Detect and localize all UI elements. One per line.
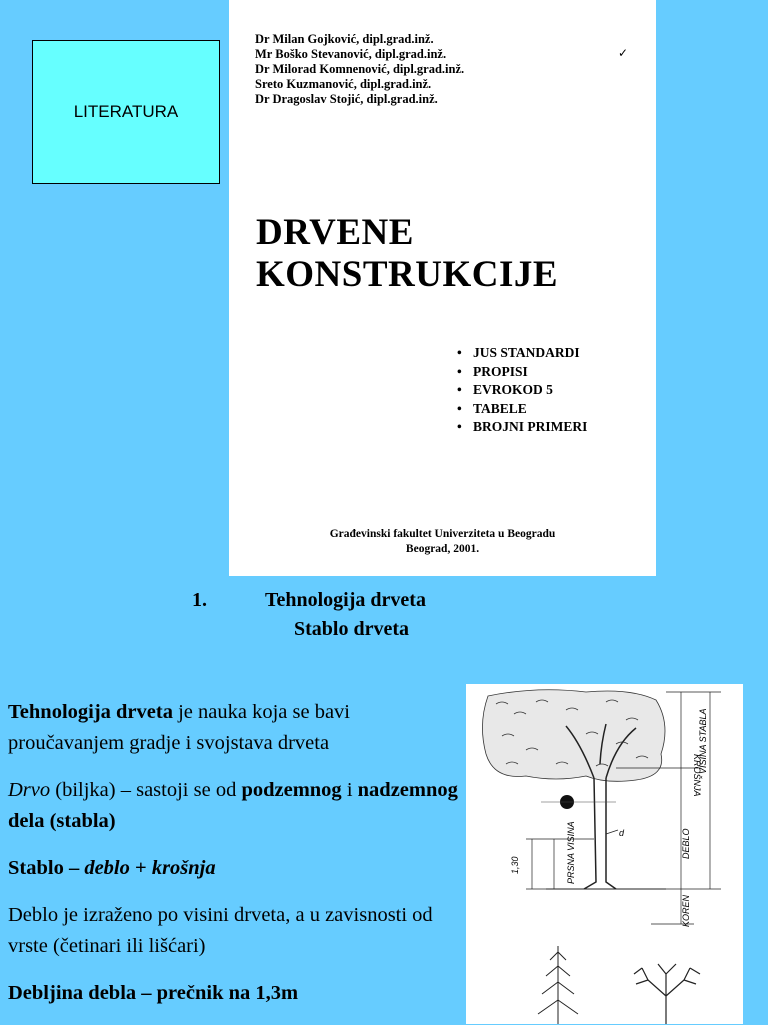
author-line: Mr Boško Stevanović, dipl.grad.inž.	[255, 47, 447, 61]
term-deblo: deblo	[84, 857, 130, 879]
publisher-line1: Građevinski fakultet Univerziteta u Beogradu	[329, 528, 556, 540]
section-subtitle: Stablo drveta	[294, 618, 409, 640]
literature-label-box	[32, 40, 220, 184]
paragraph-stablo	[8, 853, 458, 884]
book-title-line2: KONSTRUKCIJE	[256, 254, 559, 295]
paragraph-drvo	[8, 775, 458, 837]
term-stablo	[8, 857, 216, 879]
label-visina-stabla: VISINA STABLA	[698, 708, 708, 774]
book-contents-list	[457, 344, 587, 437]
section-title: Tehnologija drveta	[265, 589, 426, 611]
deciduous-tree-icon	[634, 964, 700, 1024]
author-line: Dr Milan Gojković, dipl.grad.inž.	[255, 32, 434, 46]
term-nadzemnog: nadzemnog dela (stabla)	[8, 779, 458, 832]
author-line: Dr Dragoslav Stojić, dipl.grad.inž.	[255, 92, 438, 106]
tree-diagram-svg	[466, 684, 743, 1024]
cover-authors	[255, 32, 464, 107]
pen-mark: ✓	[617, 46, 628, 60]
term-tehnologija: Tehnologija drveta	[8, 701, 173, 723]
literature-label: LITERATURA	[73, 102, 179, 121]
conifer-icon	[538, 946, 578, 1024]
term-drvo: Drvo	[8, 779, 51, 801]
label-koren: KOREN	[681, 894, 691, 927]
label-d: d	[619, 828, 625, 838]
tree-diagram	[466, 684, 743, 1024]
label-krosnja: KROŠNJA	[692, 754, 702, 797]
book-title-line1: DRVENE	[256, 212, 414, 253]
label-prsna-visina: PRSNA VISINA	[566, 821, 576, 884]
section-number: 1.	[192, 589, 207, 611]
book-title	[256, 212, 558, 296]
term-podzemnog: podzemnog	[241, 779, 342, 801]
paragraph-text: je nauka koja se bavi proučavanjem gradje i svojstava drveta	[8, 701, 351, 754]
paragraph-definition	[8, 697, 458, 759]
label-deblo: DEBLO	[681, 828, 691, 859]
body-text	[8, 697, 458, 1025]
publisher-line2: Beograd, 2001.	[405, 543, 480, 555]
cover-publisher	[229, 527, 656, 557]
dimension-130	[526, 839, 594, 889]
label-130: 1,30	[510, 856, 520, 874]
paragraph-text: +	[129, 857, 152, 879]
diameter-arrow	[606, 830, 618, 834]
paragraph-text: Stablo –	[8, 857, 85, 879]
term-krosnja: krošnja	[151, 857, 216, 879]
paragraph-text: i	[341, 779, 358, 801]
list-item: • TABELE	[457, 400, 587, 419]
term-debljina: Debljina debla – prečnik na 1,3m	[8, 982, 299, 1004]
list-item: • EVROKOD 5	[457, 381, 587, 400]
list-item: • JUS STANDARDI	[457, 344, 587, 363]
paragraph-debljina	[8, 978, 458, 1009]
list-item: • PROPISI	[457, 363, 587, 382]
author-line: Dr Milorad Komnenović, dipl.grad.inž.	[255, 62, 465, 76]
paragraph-text: (biljka) – sastoji se od	[50, 779, 242, 801]
book-cover	[229, 0, 656, 576]
paragraph-deblo: Deblo je izraženo po visini drveta, a u zavisnosti od vrste (četinari ili lišćari)	[8, 904, 433, 957]
author-line: Sreto Kuzmanović, dipl.grad.inž.	[255, 77, 432, 91]
list-item: • BROJNI PRIMERI	[457, 418, 587, 437]
